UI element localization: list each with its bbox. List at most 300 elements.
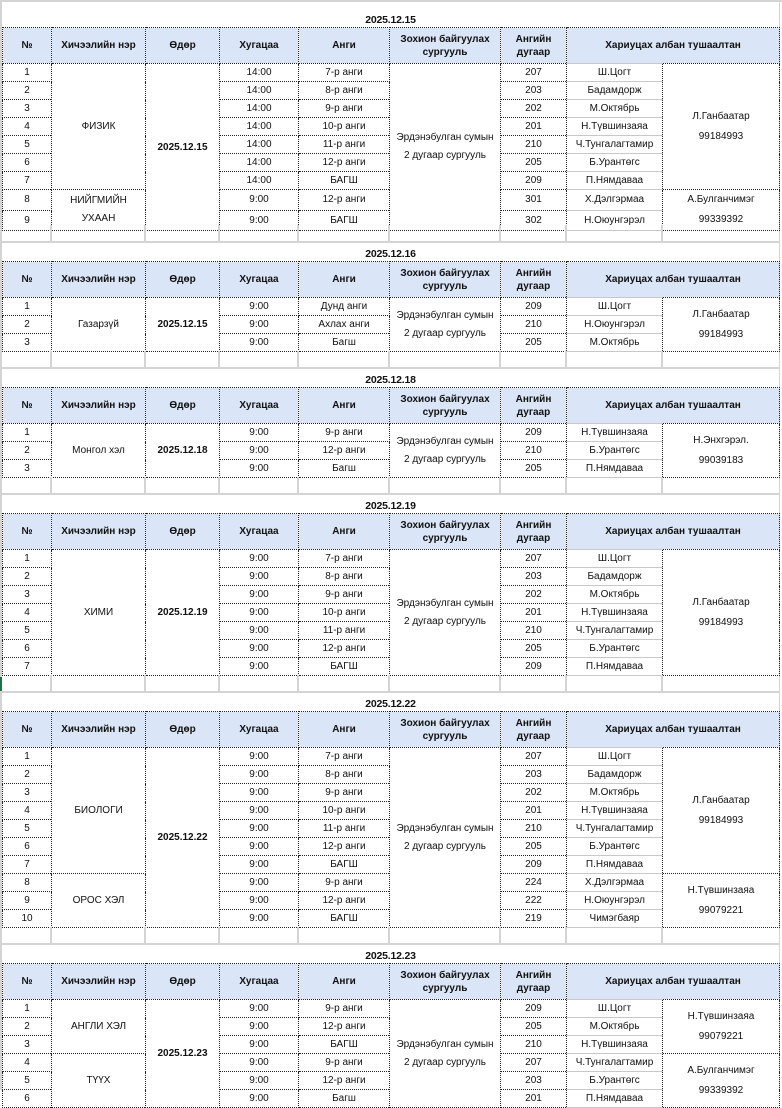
supervisor-name: П.Нямдаваа <box>567 1090 663 1108</box>
section-date-title: 2025.12.18 <box>365 374 416 386</box>
room-number: 210 <box>501 316 567 334</box>
header-responsible: Хариуцах албан тушаалтан <box>567 514 780 550</box>
room-number: 203 <box>501 1072 567 1090</box>
header-subject: Хичээлийн нэр <box>52 712 146 748</box>
exam-time: 9:00 <box>220 298 299 316</box>
supervisor-name: Х.Дэлгэрмаа <box>567 874 663 892</box>
header-room: Ангийн дугаар <box>501 964 567 1000</box>
row-number: 6 <box>3 640 52 658</box>
supervisor-name: Ш.Цогт <box>567 64 663 82</box>
schedule-table <box>2 387 780 478</box>
subject-name: БИОЛОГИ <box>52 748 146 874</box>
exam-date: 2025.12.15 <box>146 298 220 352</box>
exam-time: 9:00 <box>220 1090 299 1108</box>
supervisor-name: Н.Түвшинзаяа <box>567 118 663 136</box>
class-name: Багш <box>299 334 390 352</box>
room-number: 202 <box>501 100 567 118</box>
responsible-phone: 99079221 <box>698 904 744 916</box>
supervisor-name: Ч.Тунгалагтамир <box>567 1054 663 1072</box>
class-name: БАГШ <box>299 856 390 874</box>
header-responsible: Хариуцах албан тушаалтан <box>567 28 780 64</box>
room-number: 205 <box>501 1018 567 1036</box>
supervisor-name: Б.Урантөгс <box>567 838 663 856</box>
class-name: Багш <box>299 460 390 478</box>
class-name: 8-р анги <box>299 766 390 784</box>
header-row <box>3 388 780 424</box>
header-room: Ангийн дугаар <box>501 712 567 748</box>
class-name: 8-р анги <box>299 568 390 586</box>
room-number: 203 <box>501 82 567 100</box>
empty-spreadsheet-row <box>2 927 779 945</box>
exam-time: 9:00 <box>220 766 299 784</box>
table-row <box>3 550 780 568</box>
row-number: 3 <box>3 1036 52 1054</box>
supervisor-name: Чимэгбаяр <box>567 910 663 928</box>
subject-name: ОРОС ХЭЛ <box>52 874 146 928</box>
room-number: 209 <box>501 856 567 874</box>
gridline <box>2 241 779 243</box>
row-number: 3 <box>3 586 52 604</box>
supervisor-name: Б.Урантөгс <box>567 154 663 172</box>
section-date-title: 2025.12.22 <box>365 698 416 710</box>
header-day: Өдөр <box>146 388 220 424</box>
header-row <box>3 262 780 298</box>
section-date-title: 2025.12.16 <box>365 248 416 260</box>
supervisor-name: Бадамдорж <box>567 568 663 586</box>
header-no: № <box>3 514 52 550</box>
exam-time: 9:00 <box>220 820 299 838</box>
class-name: 10-р анги <box>299 802 390 820</box>
supervisor-name: П.Нямдаваа <box>567 658 663 676</box>
header-subject: Хичээлийн нэр <box>52 388 146 424</box>
responsible-name: Н.Түвшинзаяа <box>687 1010 755 1022</box>
supervisor-name: Ш.Цогт <box>567 1000 663 1018</box>
header-subject: Хичээлийн нэр <box>52 514 146 550</box>
header-time: Хугацаа <box>220 262 299 298</box>
class-name: 9-р анги <box>299 100 390 118</box>
header-day: Өдөр <box>146 712 220 748</box>
supervisor-name: Б.Урантөгс <box>567 1072 663 1090</box>
class-name: 9-р анги <box>299 1000 390 1018</box>
exam-time: 9:00 <box>220 748 299 766</box>
table-row <box>3 424 780 442</box>
room-number: 207 <box>501 64 567 82</box>
empty-spreadsheet-row <box>2 675 779 693</box>
gridline <box>2 493 779 495</box>
supervisor-name: Н.Оюунгэрэл <box>567 210 663 231</box>
room-number: 202 <box>501 784 567 802</box>
exam-time: 9:00 <box>220 442 299 460</box>
row-number: 1 <box>3 298 52 316</box>
header-class: Анги <box>299 712 390 748</box>
empty-spreadsheet-row <box>2 351 779 369</box>
supervisor-name: Ч.Тунгалагтамир <box>567 136 663 154</box>
subject-name: АНГЛИ ХЭЛ <box>52 1000 146 1054</box>
room-number: 203 <box>501 568 567 586</box>
header-room: Ангийн дугаар <box>501 28 567 64</box>
exam-date: 2025.12.18 <box>146 424 220 478</box>
row-number: 7 <box>3 658 52 676</box>
responsible-name: Н.Энхгэрэл. <box>693 434 749 446</box>
row-number: 5 <box>3 622 52 640</box>
row-number: 7 <box>3 856 52 874</box>
responsible-phone: 99184993 <box>698 130 744 142</box>
empty-spreadsheet-row <box>2 225 779 243</box>
header-day: Өдөр <box>146 262 220 298</box>
responsible-name: Л.Ганбаатар <box>692 110 750 122</box>
class-name: 9-р анги <box>299 874 390 892</box>
gridline <box>2 943 779 945</box>
supervisor-name: М.Октябрь <box>567 586 663 604</box>
exam-time: 9:00 <box>220 568 299 586</box>
supervisor-name: Бадамдорж <box>567 82 663 100</box>
table-row <box>3 748 780 766</box>
supervisor-name: Н.Оюунгэрэл <box>567 892 663 910</box>
header-school: Зохион байгуулах сургууль <box>390 712 501 748</box>
class-name: 12-р анги <box>299 154 390 172</box>
exam-time: 9:00 <box>220 802 299 820</box>
exam-time: 9:00 <box>220 892 299 910</box>
room-number: 201 <box>501 1090 567 1108</box>
header-subject: Хичээлийн нэр <box>52 28 146 64</box>
header-class: Анги <box>299 262 390 298</box>
row-number: 3 <box>3 100 52 118</box>
header-no: № <box>3 28 52 64</box>
supervisor-name: Н.Түвшинзаяа <box>567 802 663 820</box>
room-number: 209 <box>501 424 567 442</box>
exam-date: 2025.12.23 <box>146 1000 220 1108</box>
supervisor-name: Б.Урантөгс <box>567 442 663 460</box>
header-row <box>3 964 780 1000</box>
exam-time: 9:00 <box>220 622 299 640</box>
class-name: БАГШ <box>299 658 390 676</box>
room-number: 209 <box>501 1000 567 1018</box>
class-name: 9-р анги <box>299 586 390 604</box>
supervisor-name: Ч.Тунгалагтамир <box>567 820 663 838</box>
class-name: 10-р анги <box>299 118 390 136</box>
responsible-name: Н.Түвшинзаяа <box>687 884 755 896</box>
exam-time: 9:00 <box>220 190 299 211</box>
organizing-school: Эрдэнэбулган сумын 2 дугаар сургууль <box>390 748 501 928</box>
exam-time: 9:00 <box>220 604 299 622</box>
room-number: 210 <box>501 820 567 838</box>
header-subject: Хичээлийн нэр <box>52 964 146 1000</box>
supervisor-name: П.Нямдаваа <box>567 172 663 190</box>
exam-time: 14:00 <box>220 172 299 190</box>
responsible-officer <box>663 64 780 190</box>
room-number: 201 <box>501 802 567 820</box>
header-class: Анги <box>299 388 390 424</box>
class-name: БАГШ <box>299 1036 390 1054</box>
exam-time: 9:00 <box>220 334 299 352</box>
subject-name: ФИЗИК <box>52 64 146 190</box>
section-date-title: 2025.12.23 <box>365 950 416 962</box>
class-name: 12-р анги <box>299 190 390 211</box>
section-date-title: 2025.12.15 <box>365 14 416 26</box>
exam-date: 2025.12.22 <box>146 748 220 928</box>
class-name: Дунд анги <box>299 298 390 316</box>
row-number: 5 <box>3 820 52 838</box>
responsible-officer <box>663 1054 780 1108</box>
schedule-table <box>2 963 780 1108</box>
exam-time: 14:00 <box>220 118 299 136</box>
row-number: 2 <box>3 1018 52 1036</box>
class-name: БАГШ <box>299 172 390 190</box>
subject-name: Газарзүй <box>52 298 146 352</box>
exam-time: 14:00 <box>220 154 299 172</box>
schedule-table <box>2 711 780 928</box>
header-no: № <box>3 712 52 748</box>
class-name: 9-р анги <box>299 1054 390 1072</box>
supervisor-name: Ш.Цогт <box>567 550 663 568</box>
room-number: 222 <box>501 892 567 910</box>
row-number: 2 <box>3 82 52 100</box>
supervisor-name: М.Октябрь <box>567 784 663 802</box>
class-name: 9-р анги <box>299 784 390 802</box>
subject-name: ХИМИ <box>52 550 146 676</box>
header-room: Ангийн дугаар <box>501 388 567 424</box>
exam-time: 9:00 <box>220 460 299 478</box>
schedule-table <box>2 27 780 231</box>
header-time: Хугацаа <box>220 514 299 550</box>
header-row <box>3 28 780 64</box>
header-responsible: Хариуцах албан тушаалтан <box>567 262 780 298</box>
header-time: Хугацаа <box>220 964 299 1000</box>
row-number: 2 <box>3 316 52 334</box>
header-subject: Хичээлийн нэр <box>52 262 146 298</box>
header-school: Зохион байгуулах сургууль <box>390 388 501 424</box>
room-number: 224 <box>501 874 567 892</box>
supervisor-name: М.Октябрь <box>567 100 663 118</box>
class-name: Ахлах анги <box>299 316 390 334</box>
exam-time: 9:00 <box>220 658 299 676</box>
class-name: 7-р анги <box>299 64 390 82</box>
responsible-phone: 99184993 <box>698 328 744 340</box>
supervisor-name: Ш.Цогт <box>567 748 663 766</box>
room-number: 205 <box>501 460 567 478</box>
class-name: БАГШ <box>299 910 390 928</box>
responsible-name: Л.Ганбаатар <box>692 596 750 608</box>
room-number: 302 <box>501 210 567 231</box>
subject-name: Монгол хэл <box>52 424 146 478</box>
header-responsible: Хариуцах албан тушаалтан <box>567 388 780 424</box>
organizing-school: Эрдэнэбулган сумын 2 дугаар сургууль <box>390 298 501 352</box>
header-school: Зохион байгуулах сургууль <box>390 964 501 1000</box>
exam-time: 14:00 <box>220 100 299 118</box>
row-number: 5 <box>3 136 52 154</box>
subject-name: ТҮҮХ <box>52 1054 146 1108</box>
class-name: 12-р анги <box>299 1018 390 1036</box>
row-number: 2 <box>3 766 52 784</box>
header-time: Хугацаа <box>220 712 299 748</box>
header-no: № <box>3 262 52 298</box>
header-class: Анги <box>299 514 390 550</box>
header-school: Зохион байгуулах сургууль <box>390 28 501 64</box>
responsible-officer <box>663 550 780 676</box>
exam-date: 2025.12.15 <box>146 64 220 231</box>
section-date-title: 2025.12.19 <box>365 500 416 512</box>
supervisor-name: М.Октябрь <box>567 1018 663 1036</box>
row-number: 4 <box>3 1054 52 1072</box>
exam-date: 2025.12.19 <box>146 550 220 676</box>
responsible-phone: 99339392 <box>698 1084 744 1096</box>
exam-time: 9:00 <box>220 424 299 442</box>
room-number: 203 <box>501 766 567 784</box>
supervisor-name: Н.Түвшинзаяа <box>567 1036 663 1054</box>
class-name: 9-р анги <box>299 424 390 442</box>
exam-time: 9:00 <box>220 1018 299 1036</box>
supervisor-name: Х.Дэлгэрмаа <box>567 190 663 211</box>
row-number: 6 <box>3 838 52 856</box>
room-number: 207 <box>501 1054 567 1072</box>
header-row <box>3 514 780 550</box>
schedule-table <box>2 261 780 352</box>
class-name: 11-р анги <box>299 622 390 640</box>
organizing-school: Эрдэнэбулган сумын 2 дугаар сургууль <box>390 1000 501 1108</box>
room-number: 205 <box>501 154 567 172</box>
responsible-name: А.Булганчимэг <box>687 194 755 205</box>
exam-time: 9:00 <box>220 910 299 928</box>
class-name: 12-р анги <box>299 838 390 856</box>
class-name: 7-р анги <box>299 550 390 568</box>
exam-time: 14:00 <box>220 82 299 100</box>
responsible-phone: 99039183 <box>698 454 744 466</box>
exam-time: 9:00 <box>220 838 299 856</box>
class-name: БАГШ <box>299 210 390 231</box>
header-class: Анги <box>299 28 390 64</box>
header-no: № <box>3 388 52 424</box>
room-number: 209 <box>501 658 567 676</box>
supervisor-name: П.Нямдаваа <box>567 856 663 874</box>
row-number: 9 <box>3 210 52 231</box>
header-responsible: Хариуцах албан тушаалтан <box>567 964 780 1000</box>
room-number: 205 <box>501 838 567 856</box>
supervisor-name: Бадамдорж <box>567 766 663 784</box>
row-number: 6 <box>3 154 52 172</box>
responsible-phone: 99079221 <box>698 1030 744 1042</box>
room-number: 219 <box>501 910 567 928</box>
row-number: 1 <box>3 550 52 568</box>
header-school: Зохион байгуулах сургууль <box>390 262 501 298</box>
room-number: 209 <box>501 172 567 190</box>
class-name: 12-р анги <box>299 442 390 460</box>
row-number: 6 <box>3 1090 52 1108</box>
exam-time: 9:00 <box>220 1036 299 1054</box>
responsible-name: А.Булганчимэг <box>687 1064 755 1076</box>
supervisor-name: Б.Урантөгс <box>567 640 663 658</box>
class-name: 12-р анги <box>299 640 390 658</box>
organizing-school: Эрдэнэбулган сумын 2 дугаар сургууль <box>390 424 501 478</box>
room-number: 301 <box>501 190 567 211</box>
class-name: 10-р анги <box>299 604 390 622</box>
room-number: 201 <box>501 604 567 622</box>
responsible-name: Л.Ганбаатар <box>692 308 750 320</box>
exam-time: 9:00 <box>220 640 299 658</box>
exam-time: 14:00 <box>220 64 299 82</box>
responsible-officer <box>663 748 780 874</box>
organizing-school: Эрдэнэбулган сумын 2 дугаар сургууль <box>390 550 501 676</box>
class-name: 12-р анги <box>299 1072 390 1090</box>
room-number: 207 <box>501 550 567 568</box>
supervisor-name: Ч.Тунгалагтамир <box>567 622 663 640</box>
exam-time: 9:00 <box>220 856 299 874</box>
exam-time: 9:00 <box>220 784 299 802</box>
row-number: 8 <box>3 190 52 211</box>
room-number: 210 <box>501 442 567 460</box>
row-number: 5 <box>3 1072 52 1090</box>
exam-time: 9:00 <box>220 1054 299 1072</box>
exam-time: 9:00 <box>220 550 299 568</box>
responsible-phone: 99184993 <box>698 616 744 628</box>
supervisor-name: Н.Түвшинзаяа <box>567 604 663 622</box>
supervisor-name: Н.Түвшинзаяа <box>567 424 663 442</box>
room-number: 210 <box>501 136 567 154</box>
row-number: 2 <box>3 568 52 586</box>
header-class: Анги <box>299 964 390 1000</box>
exam-time: 9:00 <box>220 316 299 334</box>
gridline <box>2 367 779 369</box>
room-number: 201 <box>501 118 567 136</box>
exam-time: 14:00 <box>220 136 299 154</box>
class-name: 11-р анги <box>299 136 390 154</box>
header-school: Зохион байгуулах сургууль <box>390 514 501 550</box>
row-number: 9 <box>3 892 52 910</box>
room-number: 209 <box>501 298 567 316</box>
row-number: 3 <box>3 460 52 478</box>
row-number: 8 <box>3 874 52 892</box>
room-number: 202 <box>501 586 567 604</box>
class-name: Багш <box>299 1090 390 1108</box>
header-row <box>3 712 780 748</box>
row-number: 2 <box>3 442 52 460</box>
room-number: 210 <box>501 622 567 640</box>
row-number: 1 <box>3 424 52 442</box>
row-number: 7 <box>3 172 52 190</box>
room-number: 210 <box>501 1036 567 1054</box>
schedule-table <box>2 513 780 676</box>
room-number: 205 <box>501 334 567 352</box>
exam-time: 9:00 <box>220 1000 299 1018</box>
responsible-officer <box>663 424 780 478</box>
row-number: 1 <box>3 64 52 82</box>
room-number: 205 <box>501 640 567 658</box>
class-name: 12-р анги <box>299 892 390 910</box>
row-number: 10 <box>3 910 52 928</box>
subject-name: НИЙГМИЙН УХААН <box>52 190 146 231</box>
header-day: Өдөр <box>146 514 220 550</box>
responsible-officer <box>663 1000 780 1054</box>
row-number: 4 <box>3 604 52 622</box>
gridline <box>2 691 779 693</box>
header-room: Ангийн дугаар <box>501 514 567 550</box>
supervisor-name: Н.Оюунгэрэл <box>567 316 663 334</box>
exam-time: 9:00 <box>220 874 299 892</box>
responsible-name: Л.Ганбаатар <box>692 794 750 806</box>
header-room: Ангийн дугаар <box>501 262 567 298</box>
responsible-phone: 99339392 <box>698 214 744 225</box>
row-number: 4 <box>3 802 52 820</box>
header-time: Хугацаа <box>220 28 299 64</box>
supervisor-name: Ш.Цогт <box>567 298 663 316</box>
header-day: Өдөр <box>146 28 220 64</box>
empty-spreadsheet-row <box>2 477 779 495</box>
table-row <box>3 1000 780 1018</box>
exam-time: 9:00 <box>220 1072 299 1090</box>
responsible-officer <box>663 874 780 928</box>
room-number: 207 <box>501 748 567 766</box>
header-no: № <box>3 964 52 1000</box>
class-name: 11-р анги <box>299 820 390 838</box>
